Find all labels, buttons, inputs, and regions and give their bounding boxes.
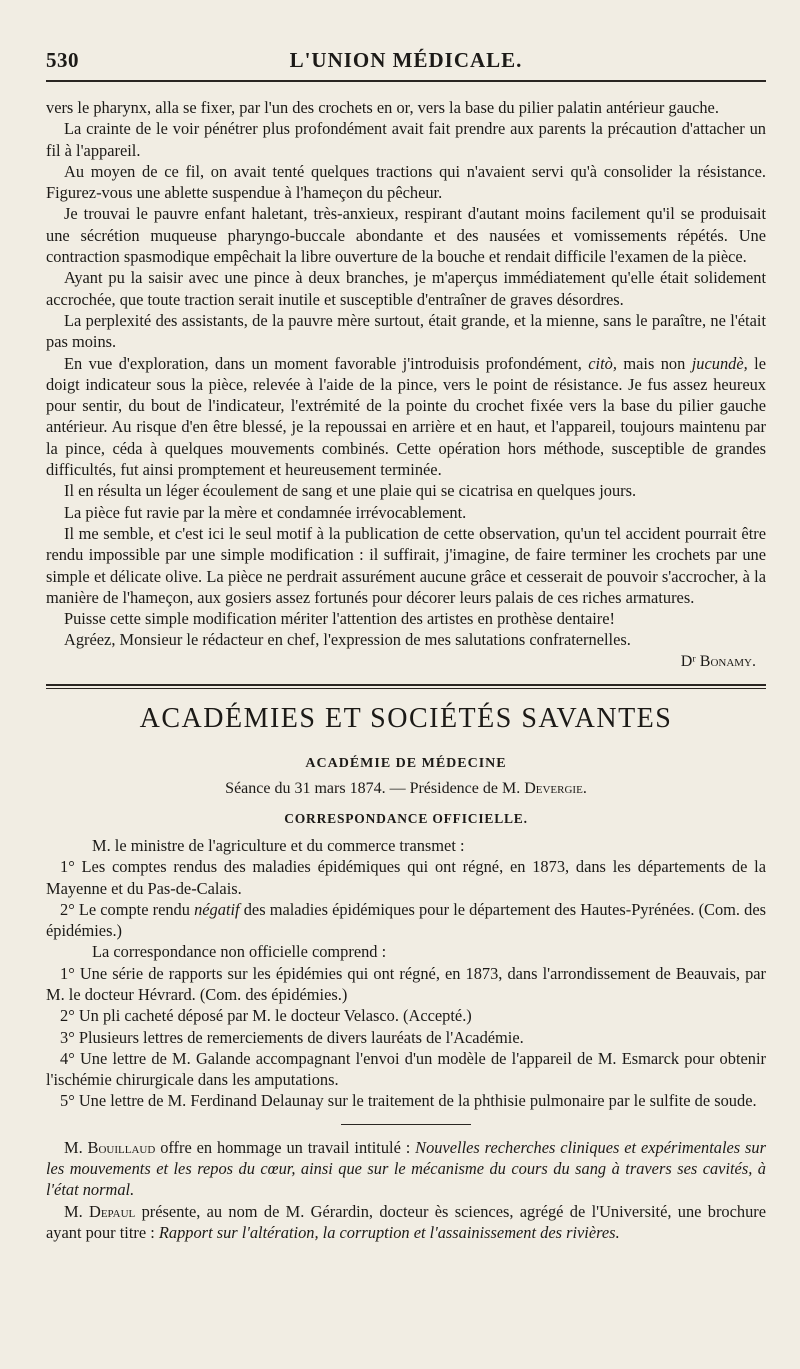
- item-text: des maladies épidémiques pour le département des Hautes-Pyrénées. (Com. des épidémies.): [46, 899, 766, 941]
- official-item: [46, 899, 766, 942]
- running-title: L'UNION MÉDICALE.: [289, 48, 523, 72]
- letter-paragraph: Il en résulta un léger écoulement de sang et une plaie qui se cicatrisa en quelques jours.: [64, 481, 637, 501]
- letter-paragraph: La perplexité des assistants, de la pauvre mère surtout, était grande, et la mienne, sans le paraître, ne l'était pas moins.: [46, 310, 766, 352]
- unofficial-item: 5° Une lettre de M. Ferdinand Delaunay sur le traitement de la phthisie pulmonaire par le sulfite de soude.: [60, 1091, 757, 1111]
- letter-paragraph: Agréez, Monsieur le rédacteur en chef, l'expression de mes salutations confraternelles.: [64, 630, 631, 650]
- letter-signature: Dʳ Bonamy.: [680, 652, 756, 670]
- official-correspondence-heading: CORRESPONDANCE OFFICIELLE.: [284, 810, 528, 826]
- letter-paragraph: [46, 353, 766, 481]
- letter-paragraph: Je trouvai le pauvre enfant haletant, très-anxieux, respirant d'autant moins facilement qu'il se produisait une sécrétion muqueuse pharyngo-buccale abondante et des nausées et vomissements répétés. Une contraction spasmodique empêchait la libre ouverture de la bouche et rendait difficile l'examen de la pièce.: [46, 204, 766, 267]
- bouillaud-paragraph: [46, 1137, 766, 1201]
- small-divider: [341, 1124, 471, 1125]
- president-name: Devergie.: [524, 780, 587, 798]
- official-item: 1° Les comptes rendus des maladies épidémiques qui ont régné, en 1873, dans les départements de la Mayenne et du Pas-de-Calais.: [46, 857, 766, 898]
- paragraph-text: présente, au nom de M. Gérardin, docteur ès sciences, agrégé de l'Université, une brochure ayant pour titre :: [46, 1201, 766, 1242]
- unofficial-correspondence-heading: La correspondance non officielle comprend :: [92, 942, 387, 962]
- letter-paragraph: vers le pharynx, alla se fixer, par l'un des crochets en or, vers la base du pilier palatin antérieur gauche.: [46, 98, 719, 117]
- unofficial-item: 2° Un pli cacheté déposé par M. le docteur Velasco. (Accepté.): [60, 1006, 472, 1026]
- author-name: Depaul: [89, 1201, 136, 1221]
- paragraph-text: offre en hommage un travail intitulé :: [160, 1137, 411, 1157]
- unofficial-item: 3° Plusieurs lettres de remerciements de divers lauréats de l'Académie.: [60, 1027, 524, 1047]
- academy-body: [46, 753, 766, 1243]
- paragraph-text: mais non: [623, 353, 686, 373]
- page-number: 530: [46, 48, 79, 72]
- letter-paragraph: La pièce fut ravie par la mère et condamnée irrévocablement.: [64, 502, 467, 522]
- author-name: Bouillaud: [87, 1137, 156, 1157]
- letter-paragraph: Au moyen de ce fil, on avait tenté quelques tractions qui n'avaient servi qu'à consolider la résistance. Figurez-vous une ablette suspendue à l'hameçon du pêcheur.: [46, 161, 766, 203]
- item-text: 2° Le compte rendu: [60, 899, 190, 919]
- latin-term: citò,: [588, 353, 617, 373]
- latin-term: jucundè,: [691, 353, 748, 373]
- letter-paragraph: La crainte de le voir pénétrer plus profondément avait fait prendre aux parents la précaution d'attacher un fil à l'appareil.: [46, 119, 766, 160]
- session-line: [46, 778, 766, 799]
- ministre-line: M. le ministre de l'agriculture et du commerce transmet :: [92, 835, 465, 855]
- unofficial-item: 4° Une lettre de M. Galande accompagnant l'envoi d'un modèle de l'appareil de M. Esmarck pour obtenir l'ischémie chirurgicale dans les amputations.: [46, 1048, 766, 1090]
- section-divider: [46, 684, 766, 689]
- depaul-paragraph: [46, 1201, 766, 1244]
- paragraph-text: En vue d'exploration, dans un moment favorable j'introduisis profondément,: [64, 353, 582, 373]
- academy-name: ACADÉMIE DE MÉDECINE: [305, 756, 507, 772]
- letter-paragraph: Puisse cette simple modification mériter l'attention des artistes en prothèse dentaire!: [64, 609, 615, 629]
- letter-paragraph: Ayant pu la saisir avec une pince à deux branches, je m'aperçus immédiatement qu'elle était solidement accrochée, que toute traction serait inutile et susceptible d'entraîner de graves désordres.: [46, 268, 766, 309]
- page-header: [46, 40, 766, 82]
- letter-body: [46, 97, 766, 672]
- paragraph-text: le doigt indicateur sous la pièce, relevée à l'aide de la pince, vers le point de résistance. Je fus assez heureux pour sentir, du bout de l'indicateur, l'extrémité de la pointe du crochet fixée vers la base du pilier gauche antérieur. Au risque d'en être blessé, je la repoussai en arrière et en haut, et l'appareil, toujours maintenu par la pince, céda à quelques mouvements combinés. Cette opération hors méthode, susceptible de grandes difficultés, fut ainsi promptement et heureusement terminée.: [46, 353, 766, 480]
- unofficial-item: 1° Une série de rapports sur les épidémies qui ont régné, en 1873, dans l'arrondissement de Beauvais, par M. le docteur Hévrard. (Com. des épidémies.): [46, 963, 766, 1004]
- section-title: ACADÉMIES ET SOCIÉTÉS SAVANTES: [139, 703, 673, 735]
- paragraph-text: M.: [64, 1137, 83, 1157]
- emphasis-term: négatif: [194, 899, 240, 919]
- session-text: Séance du 31 mars 1874. — Présidence de M.: [225, 780, 521, 798]
- work-title: Rapport sur l'altération, la corruption et l'assainissement des rivières.: [158, 1222, 620, 1242]
- work-title: Nouvelles recherches cliniques et expérimentales sur les mouvements et les repos du cœur, ainsi que sur le mécanisme du cours du sang à travers ses cavités, à l'état normal.: [46, 1137, 766, 1200]
- letter-paragraph: Il me semble, et c'est ici le seul motif à la publication de cette observation, qu'un tel accident pourrait être rendu impossible par une simple modification : il suffirait, j'imagine, de faire terminer les crochets par une simple et délicate olive. La pièce ne perdrait assurément aucune grâce et cesserait de pouvoir s'accrocher, à la manière de l'hameçon, aux gosiers assez fortunés pour décorer leurs palais de ces riches armatures.: [46, 523, 766, 607]
- paragraph-text: M.: [64, 1201, 83, 1221]
